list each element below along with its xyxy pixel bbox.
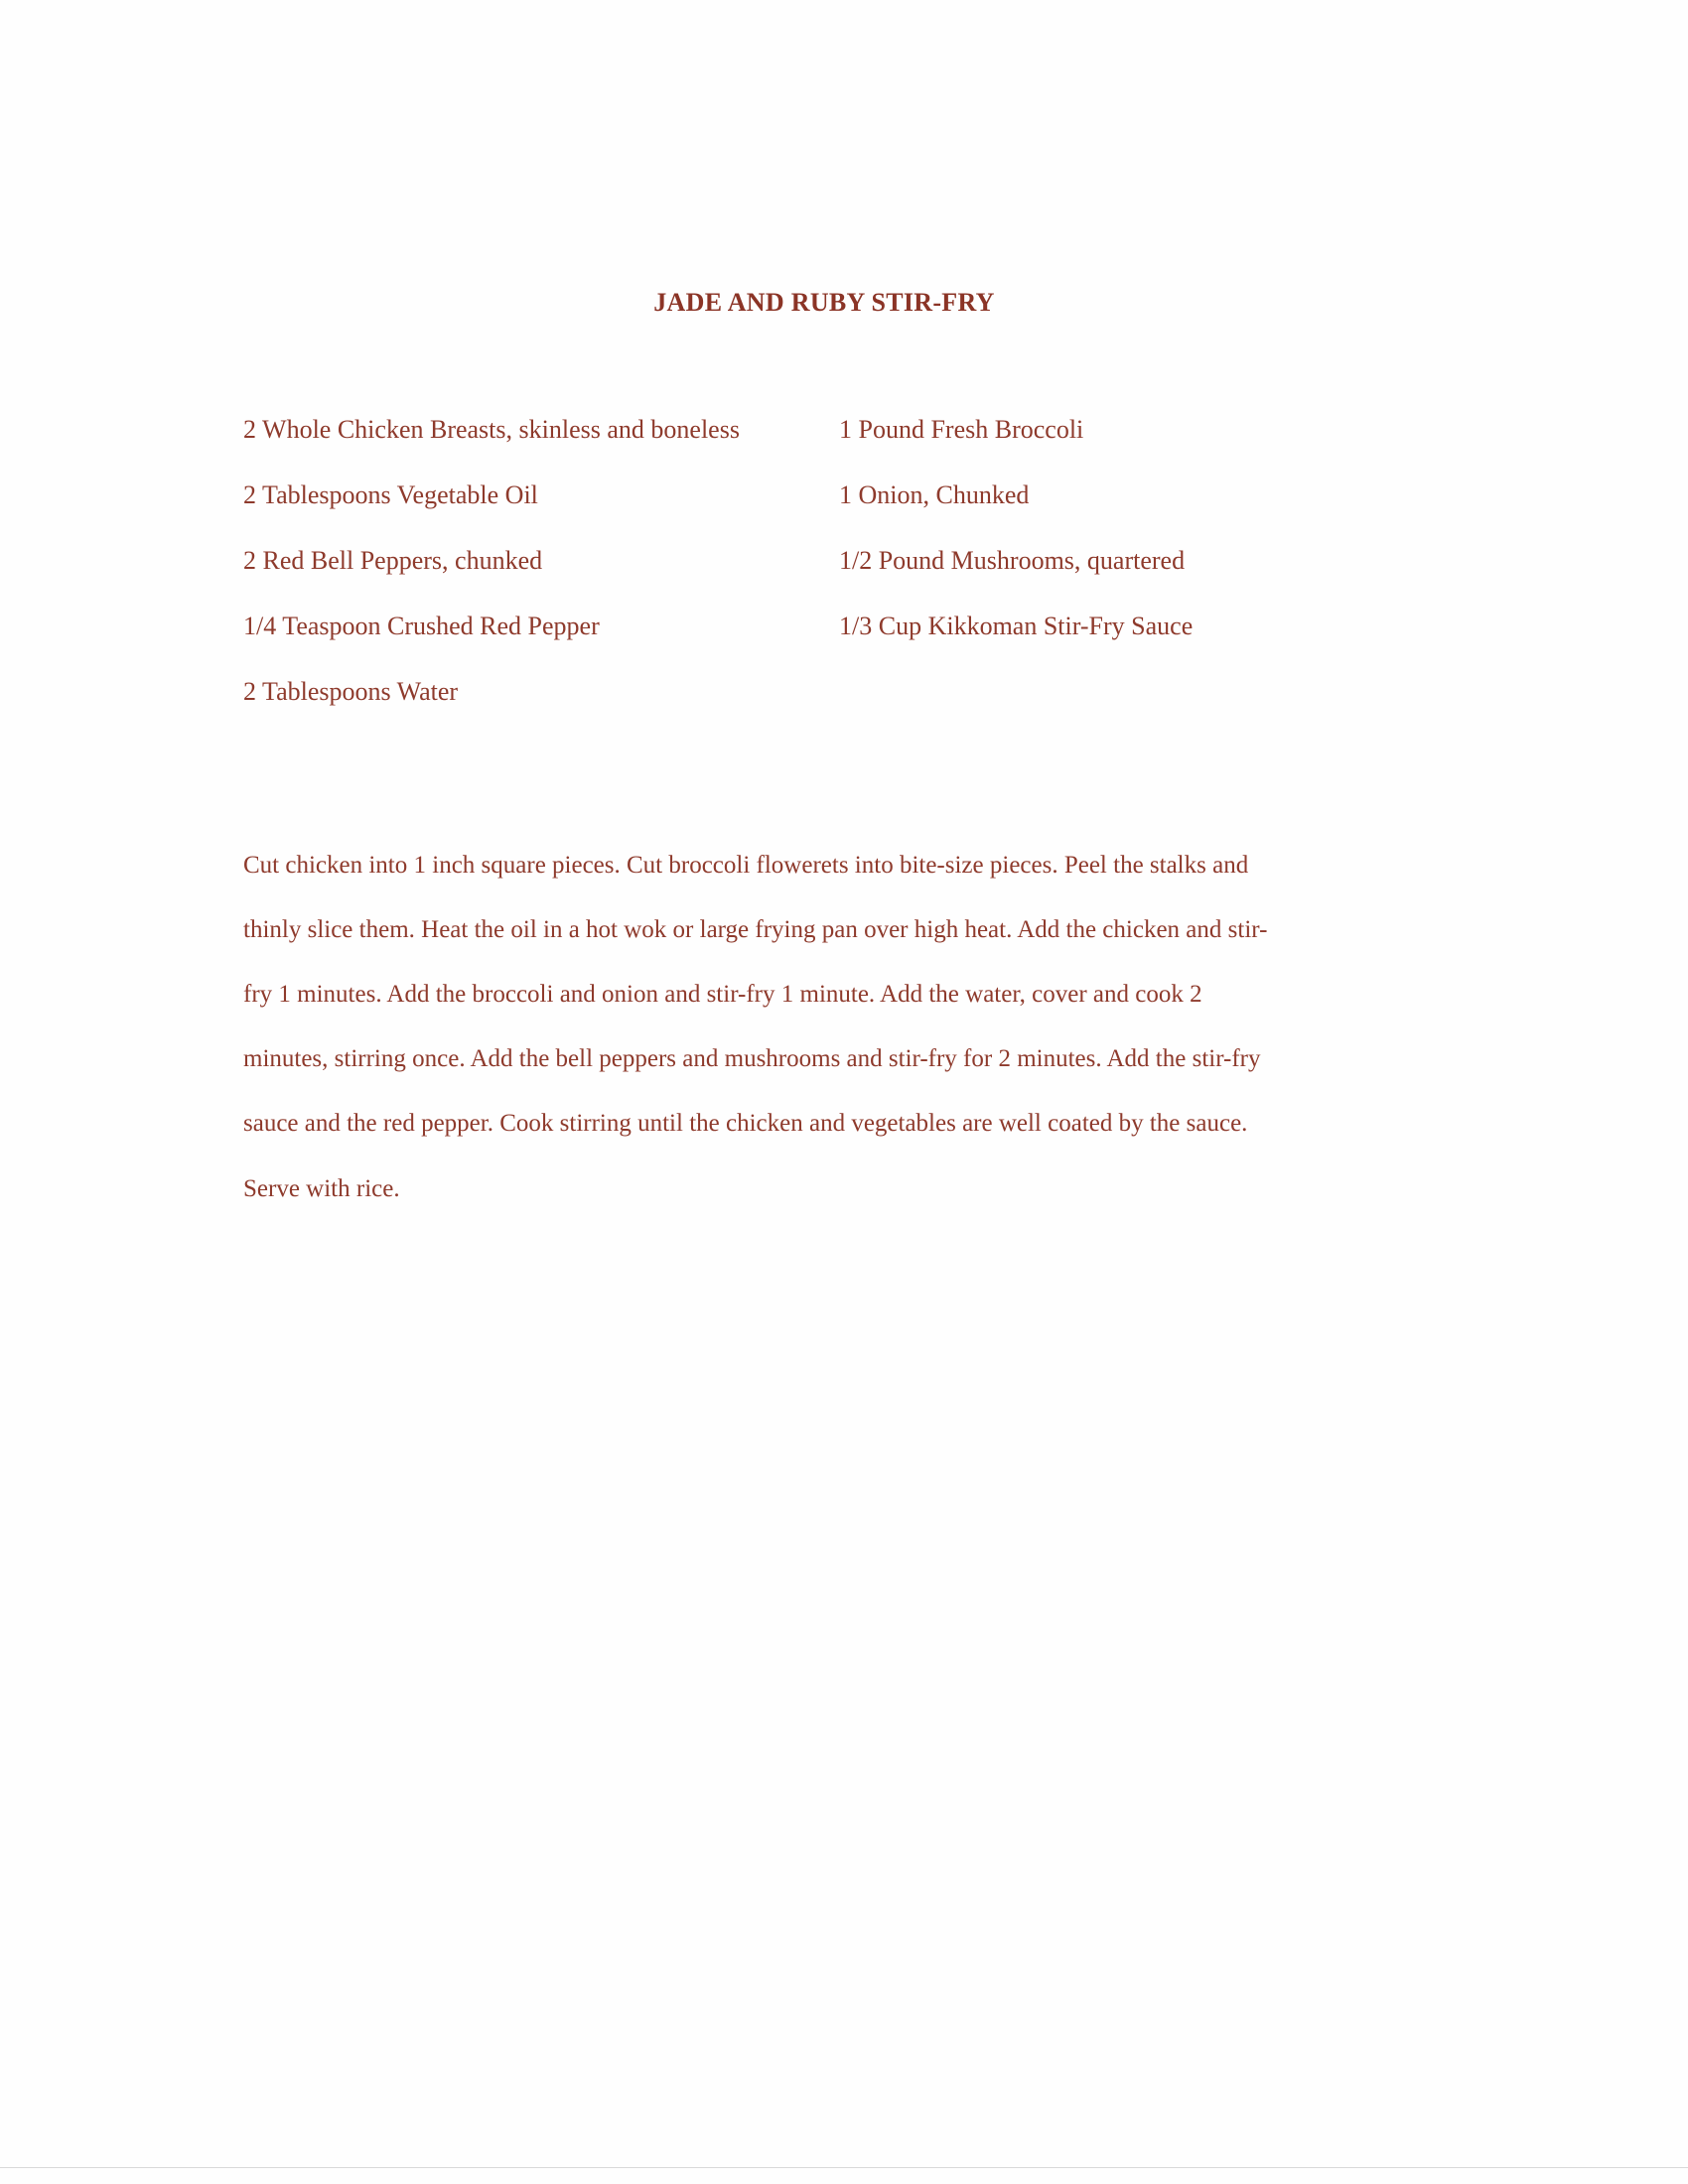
ingredient-column-right (839, 415, 1395, 677)
directions-line: minutes, stirring once. Add the bell peppers and mushrooms and stir-fry for 2 minutes. Add the stir-fry (243, 1045, 1261, 1073)
ingredient-item: 2 Red Bell Peppers, chunked (243, 546, 543, 575)
ingredient-column-left (243, 415, 839, 743)
ingredient-item: 1/2 Pound Mushrooms, quartered (839, 546, 1186, 575)
recipe-directions (243, 817, 1435, 1238)
ingredient-item: 2 Tablespoons Water (243, 677, 459, 706)
ingredient-item: 2 Tablespoons Vegetable Oil (243, 480, 538, 509)
scan-edge-line (0, 2167, 1688, 2168)
ingredient-item: 1/3 Cup Kikkoman Stir-Fry Sauce (839, 612, 1194, 640)
recipe-title: JADE AND RUBY STIR-FRY (653, 288, 995, 317)
ingredient-item: 2 Whole Chicken Breasts, skinless and boneless (243, 415, 740, 444)
directions-line: Serve with rice. (243, 1174, 400, 1202)
directions-line: sauce and the red pepper. Cook stirring until the chicken and vegetables are well coated by the sauce. (243, 1110, 1248, 1138)
directions-line: Cut chicken into 1 inch square pieces. Cut broccoli flowerets into bite-size pieces. Peel the stalks and (243, 851, 1249, 879)
ingredient-item: 1 Onion, Chunked (839, 480, 1030, 509)
directions-line: fry 1 minutes. Add the broccoli and onion and stir-fry 1 minute. Add the water, cover and cook 2 (243, 980, 1202, 1008)
ingredient-item: 1 Pound Fresh Broccoli (839, 415, 1084, 444)
ingredient-item: 1/4 Teaspoon Crushed Red Pepper (243, 612, 600, 640)
directions-line: thinly slice them. Heat the oil in a hot wok or large frying pan over high heat. Add the chicken and stir- (243, 915, 1268, 943)
